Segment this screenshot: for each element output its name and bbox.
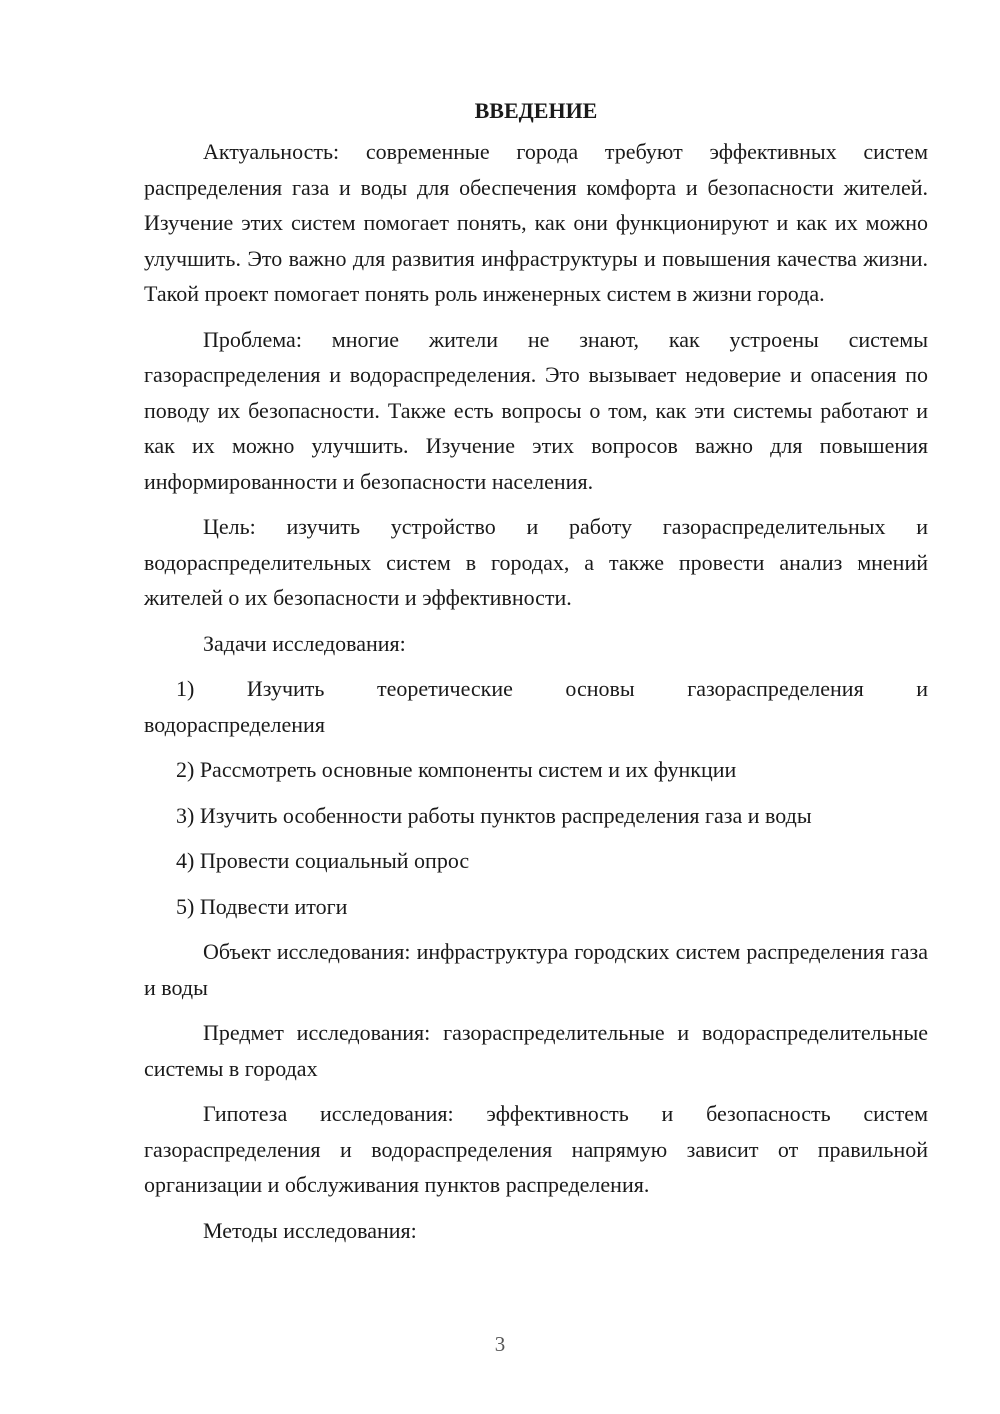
task-item-4: 4) Провести социальный опрос (176, 848, 470, 873)
page-title: ВВЕДЕНИЕ (474, 98, 598, 123)
task-item-5: 5) Подвести итоги (176, 893, 348, 919)
methods-heading: Методы исследования: (203, 1217, 417, 1243)
task-item-2: 2) Рассмотреть основные компоненты систем и их функции (176, 757, 737, 782)
goal-paragraph: Цель: изучить устройство и работу газораспределительных и водораспределительных систем в городах, а также провести анализ мнений жителей о их безопасности и эффективности. (144, 514, 928, 610)
subject-paragraph: Предмет исследования: газораспределительные и водораспределительные системы в городах (144, 1020, 928, 1081)
object-paragraph: Объект исследования: инфраструктура городских систем распределения газа и воды (144, 939, 928, 1000)
task-item-1-line-2: водораспределения (144, 711, 325, 737)
relevance-paragraph: Актуальность: современные города требуют эффективных систем распределения газа и воды для обеспечения комфорта и безопасности жителей. Изучение этих систем помогает понять, как они функционируют и как их можно улучшить. Это важно для развития инфраструктуры и повышения качества жизни. Такой проект помогает понять роль инженерных систем в жизни города. (144, 139, 928, 306)
task-item-3: 3) Изучить особенности работы пунктов распределения газа и воды (176, 802, 812, 828)
problem-paragraph: Проблема: многие жители не знают, как устроены системы газораспределения и водораспределения. Это вызывает недоверие и опасения по поводу их безопасности. Также есть вопросы о том, как эти системы работают и как их можно улучшить. Изучение этих вопросов важно для повышения информированности и безопасности населения. (144, 326, 928, 494)
document-page (144, 96, 928, 1258)
task-item-1 (144, 671, 928, 742)
tasks-heading: Задачи исследования: (203, 630, 406, 656)
hypothesis-paragraph: Гипотеза исследования: эффективность и безопасность систем газораспределения и водораспределения напрямую зависит от правильной организации и обслуживания пунктов распределения. (144, 1101, 928, 1197)
page-number: 3 (494, 1332, 506, 1356)
task-item-1-line-1: 1) Изучить теоретические основы газораспределения и (176, 676, 928, 701)
